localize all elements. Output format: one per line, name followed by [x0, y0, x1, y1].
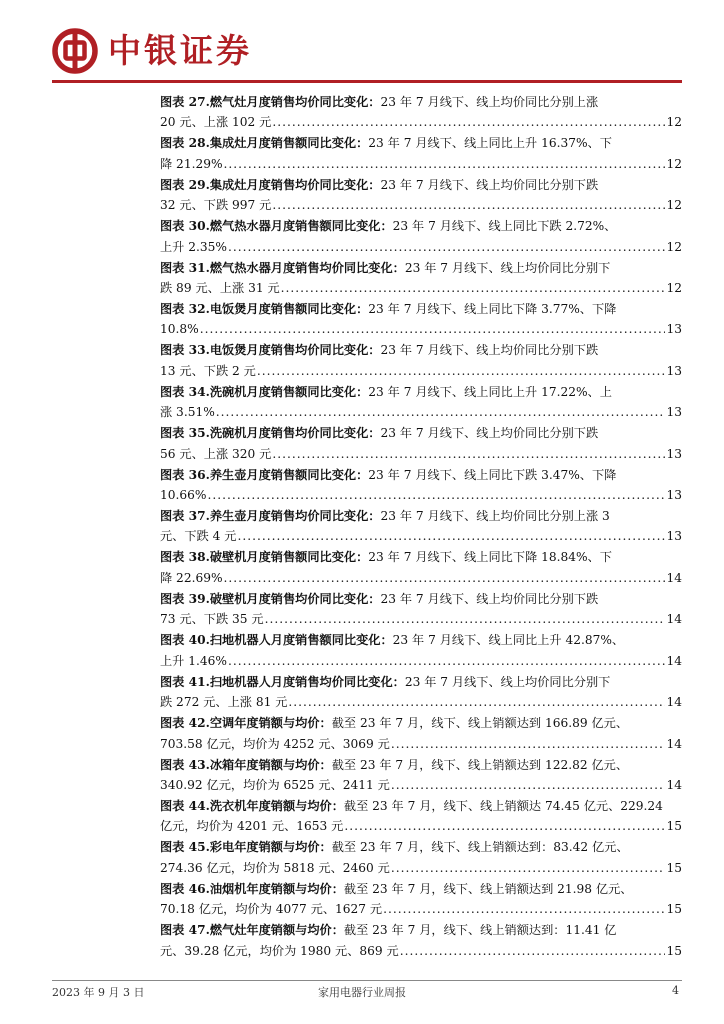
toc-entry-last-line	[160, 402, 682, 422]
toc-entry-last-line	[160, 526, 682, 546]
toc-entry[interactable]	[160, 133, 682, 174]
toc-page-number[interactable]: 13	[666, 446, 682, 461]
toc-entry-caption: 图表 42.空调年度销额与均价：	[160, 716, 332, 731]
toc-entry-caption: 图表 32.电饭煲月度销售额同比变化：	[160, 302, 369, 317]
toc-entry-caption: 图表 28.集成灶月度销售额同比变化：	[160, 136, 369, 151]
toc-page-number[interactable]: 13	[666, 363, 682, 378]
toc-entry[interactable]	[160, 713, 682, 754]
toc-entry-text-continued: 56 元、上涨 320 元	[160, 446, 272, 461]
toc-entry-first-line	[160, 879, 682, 899]
dot-leader	[200, 319, 666, 339]
dot-leader	[207, 485, 665, 505]
toc-entry-caption: 图表 34.洗碗机月度销售额同比变化：	[160, 384, 369, 399]
toc-page-number[interactable]: 12	[666, 281, 682, 296]
toc-entry[interactable]	[160, 92, 682, 133]
footer-page-number: 4	[672, 984, 679, 997]
dot-leader	[288, 692, 665, 712]
toc-entry[interactable]	[160, 340, 682, 381]
toc-entry[interactable]	[160, 506, 682, 547]
toc-entry-text: 23 年 7 月线下、线上同比下降 3.77%、下降	[368, 302, 617, 317]
footer-rule	[52, 980, 682, 981]
toc-entry-caption: 图表 36.养生壶月度销售额同比变化：	[160, 467, 369, 482]
toc-entry-text-continued: 20 元、上涨 102 元	[160, 115, 272, 130]
toc-entry-first-line	[160, 755, 682, 775]
toc-page-number[interactable]: 15	[666, 860, 682, 875]
toc-entry-last-line	[160, 899, 682, 919]
dot-leader	[257, 361, 666, 381]
toc-entry-text-continued: 亿元，均价为 4201 元、1653 元	[160, 819, 344, 834]
toc-entry-text-continued: 上升 1.46%	[160, 653, 227, 668]
toc-entry-caption: 图表 30.燃气热水器月度销售额同比变化：	[160, 219, 393, 234]
toc-entry-caption: 图表 39.破壁机月度销售均价同比变化：	[160, 591, 381, 606]
toc-entry-last-line	[160, 609, 682, 629]
toc-entry-caption: 图表 35.洗碗机月度销售均价同比变化：	[160, 426, 381, 441]
toc-entry-last-line	[160, 734, 682, 754]
toc-entry-text-continued: 涨 3.51%	[160, 405, 215, 420]
toc-page-number[interactable]: 15	[666, 902, 682, 917]
toc-entry-text: 23 年 7 月线下、线上同比下跌 3.47%、下降	[368, 467, 617, 482]
toc-entry-text-continued: 元、39.28 亿元，均价为 1980 元、869 元	[160, 943, 399, 958]
toc-entry-text-continued: 跌 89 元、上涨 31 元	[160, 281, 280, 296]
toc-entry-caption: 图表 37.养生壶月度销售均价同比变化：	[160, 509, 381, 524]
toc-entry-last-line	[160, 858, 682, 878]
toc-entry-first-line	[160, 382, 682, 402]
toc-page-number[interactable]: 12	[666, 156, 682, 171]
dot-leader	[383, 899, 665, 919]
toc-entry-text: 截至 23 年 7 月，线下、线上销额达到：11.41 亿	[343, 923, 617, 938]
toc-entry-caption: 图表 43.冰箱年度销额与均价：	[160, 757, 332, 772]
toc-entry-last-line	[160, 319, 682, 339]
toc-entry[interactable]	[160, 216, 682, 257]
dot-leader	[400, 941, 666, 961]
toc-entry-text: 23 年 7 月线下、线上同比上升 42.87%、	[392, 633, 625, 648]
toc-entry-first-line	[160, 299, 682, 319]
toc-entry-last-line	[160, 651, 682, 671]
toc-entry-first-line	[160, 340, 682, 360]
toc-entry-first-line	[160, 713, 682, 733]
toc-entry-text: 截至 23 年 7 月，线下、线上销额达 74.45 亿元、229.24	[343, 798, 663, 813]
toc-entry-last-line	[160, 237, 682, 257]
toc-entry-caption: 图表 40.扫地机器人月度销售额同比变化：	[160, 633, 393, 648]
dot-leader	[391, 734, 666, 754]
toc-entry-caption: 图表 44.洗衣机年度销额与均价：	[160, 798, 344, 813]
toc-entry-text-continued: 703.58 亿元，均价为 4252 元、3069 元	[160, 736, 390, 751]
toc-entry-text-continued: 上升 2.35%	[160, 239, 227, 254]
toc-entry-text-continued: 降 22.69%	[160, 570, 223, 585]
toc-entry-text: 23 年 7 月线下、线上同比下跌 2.72%、	[392, 219, 617, 234]
toc-entry-first-line	[160, 258, 682, 278]
toc-entry-last-line	[160, 692, 682, 712]
dot-leader	[216, 402, 666, 422]
dot-leader	[224, 154, 666, 174]
dot-leader	[265, 609, 666, 629]
toc-entry-text: 23 年 7 月线下、线上均价同比分别下跌	[380, 426, 599, 441]
toc-entry[interactable]	[160, 382, 682, 423]
dot-leader	[344, 816, 665, 836]
toc-entry-caption: 图表 47.燃气灶年度销额与均价：	[160, 923, 344, 938]
toc-entry-caption: 图表 27.燃气灶月度销售均价同比变化：	[160, 95, 381, 109]
dot-leader	[224, 568, 666, 588]
toc-entry[interactable]	[160, 465, 682, 506]
toc-page-number[interactable]: 13	[666, 405, 682, 420]
toc-entry-first-line	[160, 837, 682, 857]
toc-entry-last-line	[160, 775, 682, 795]
toc-entry-text: 23 年 7 月线下、线上均价同比分别上涨 3	[380, 509, 610, 524]
page-header	[52, 26, 252, 76]
footer-title: 家用电器行业周报	[318, 986, 406, 999]
toc-entry[interactable]	[160, 175, 682, 216]
toc-entry-text-continued: 274.36 亿元，均价为 5818 元、2460 元	[160, 860, 390, 875]
toc-entry-text-continued: 10.66%	[160, 488, 207, 503]
header-rule	[52, 80, 682, 83]
toc-entry-first-line	[160, 506, 682, 526]
toc-entry[interactable]	[160, 547, 682, 588]
toc-entry-last-line	[160, 154, 682, 174]
dot-leader	[228, 651, 666, 671]
toc-entry-text: 23 年 7 月线下、线上均价同比分别下跌	[380, 177, 599, 192]
dot-leader	[237, 526, 665, 546]
toc-entry[interactable]	[160, 258, 682, 299]
toc-entry-text: 截至 23 年 7 月，线下、线上销额达到：83.42 亿元、	[331, 840, 629, 855]
toc-entry-last-line	[160, 941, 682, 961]
toc-entry-caption: 图表 38.破壁机月度销售额同比变化：	[160, 550, 369, 565]
toc-entry-last-line	[160, 195, 682, 215]
toc-page-number[interactable]: 15	[666, 819, 682, 834]
toc-entry-text-continued: 70.18 亿元，均价为 4077 元、1627 元	[160, 902, 383, 917]
dot-leader	[391, 775, 666, 795]
toc-page-number[interactable]: 14	[666, 736, 682, 751]
toc-page-number[interactable]: 12	[666, 239, 682, 254]
footer-date: 2023 年 9 月 3 日	[52, 986, 145, 999]
dot-leader	[272, 112, 665, 132]
toc-entry[interactable]	[160, 299, 682, 340]
toc-entry-text: 23 年 7 月线下、线上均价同比分别下	[404, 674, 611, 689]
toc-entry[interactable]	[160, 672, 682, 713]
toc-entry-caption: 图表 45.彩电年度销额与均价：	[160, 840, 332, 855]
toc-entry-caption: 图表 31.燃气热水器月度销售均价同比变化：	[160, 260, 405, 275]
toc-entry-caption: 图表 46.油烟机年度销额与均价：	[160, 881, 344, 896]
toc-entry-text-continued: 降 21.29%	[160, 156, 223, 171]
dot-leader	[228, 237, 666, 257]
toc-entry-last-line	[160, 816, 682, 836]
toc-page-number[interactable]: 14	[666, 570, 682, 585]
brand-name: 中银证券	[108, 31, 252, 70]
toc-entry[interactable]	[160, 796, 682, 837]
toc-entry-text: 23 年 7 月线下、线上同比上升 16.37%、下	[368, 136, 612, 151]
toc-page-number[interactable]: 15	[666, 943, 682, 958]
toc-entry-text-continued: 32 元、下跌 997 元	[160, 198, 272, 213]
toc-page-number[interactable]: 14	[666, 612, 682, 627]
toc-entry-caption: 图表 29.集成灶月度销售均价同比变化：	[160, 177, 381, 192]
toc-entry[interactable]	[160, 920, 682, 961]
toc-entry-first-line	[160, 175, 682, 195]
figure-index	[160, 92, 682, 962]
toc-entry-first-line	[160, 672, 682, 692]
toc-entry-first-line	[160, 589, 682, 609]
toc-entry[interactable]	[160, 630, 682, 671]
toc-page-number[interactable]: 13	[666, 488, 682, 503]
toc-page-number[interactable]: 12	[666, 198, 682, 213]
toc-page-number[interactable]: 14	[666, 695, 682, 710]
toc-entry[interactable]	[160, 755, 682, 796]
toc-entry-text-continued: 73 元、下跌 35 元	[160, 612, 264, 627]
toc-entry-caption: 图表 41.扫地机器人月度销售均价同比变化：	[160, 674, 405, 689]
toc-page-number[interactable]: 14	[666, 653, 682, 668]
toc-entry-text-continued: 340.92 亿元，均价为 6525 元、2411 元	[160, 777, 390, 792]
toc-entry-first-line	[160, 423, 682, 443]
toc-entry-text: 截至 23 年 7 月，线下、线上销额达到 122.82 亿元、	[331, 757, 629, 772]
toc-entry[interactable]	[160, 589, 682, 630]
toc-entry-text-continued: 元、下跌 4 元	[160, 529, 237, 544]
dot-leader	[272, 195, 665, 215]
toc-entry-first-line	[160, 92, 682, 112]
toc-page-number[interactable]: 12	[666, 115, 682, 130]
toc-entry-last-line	[160, 278, 682, 298]
toc-page-number[interactable]: 14	[666, 777, 682, 792]
toc-entry-text: 23 年 7 月线下、线上均价同比分别上涨	[380, 95, 599, 109]
toc-page-number[interactable]: 13	[666, 322, 682, 337]
toc-entry-text: 23 年 7 月线下、线上同比下降 18.84%、下	[368, 550, 612, 565]
toc-entry-first-line	[160, 920, 682, 940]
toc-entry-last-line	[160, 568, 682, 588]
toc-entry[interactable]	[160, 423, 682, 464]
toc-entry-last-line	[160, 361, 682, 381]
toc-entry-text: 23 年 7 月线下、线上均价同比分别下跌	[380, 343, 599, 358]
toc-entry-first-line	[160, 796, 682, 816]
toc-entry-text-continued: 10.8%	[160, 322, 199, 337]
toc-entry-text: 23 年 7 月线下、线上同比上升 17.22%、上	[368, 384, 612, 399]
toc-entry-first-line	[160, 465, 682, 485]
toc-entry-text: 23 年 7 月线下、线上均价同比分别下跌	[380, 591, 599, 606]
toc-entry-text-continued: 13 元、下跌 2 元	[160, 363, 256, 378]
toc-entry-text-continued: 跌 272 元、上涨 81 元	[160, 695, 288, 710]
toc-entry-last-line	[160, 112, 682, 132]
toc-entry-last-line	[160, 485, 682, 505]
toc-entry[interactable]	[160, 837, 682, 878]
dot-leader	[281, 278, 666, 298]
toc-entry[interactable]	[160, 879, 682, 920]
toc-entry-first-line	[160, 133, 682, 153]
boc-logo-icon	[52, 28, 98, 74]
toc-entry-first-line	[160, 216, 682, 236]
toc-entry-text: 截至 23 年 7 月，线下、线上销额达到 21.98 亿元、	[343, 881, 633, 896]
toc-entry-first-line	[160, 547, 682, 567]
dot-leader	[391, 858, 666, 878]
toc-page-number[interactable]: 13	[666, 529, 682, 544]
toc-entry-text: 23 年 7 月线下、线上均价同比分别下	[404, 260, 611, 275]
dot-leader	[272, 444, 665, 464]
toc-entry-last-line	[160, 444, 682, 464]
toc-entry-text: 截至 23 年 7 月，线下、线上销额达到 166.89 亿元、	[331, 716, 629, 731]
toc-entry-first-line	[160, 630, 682, 650]
toc-entry-caption: 图表 33.电饭煲月度销售均价同比变化：	[160, 343, 381, 358]
